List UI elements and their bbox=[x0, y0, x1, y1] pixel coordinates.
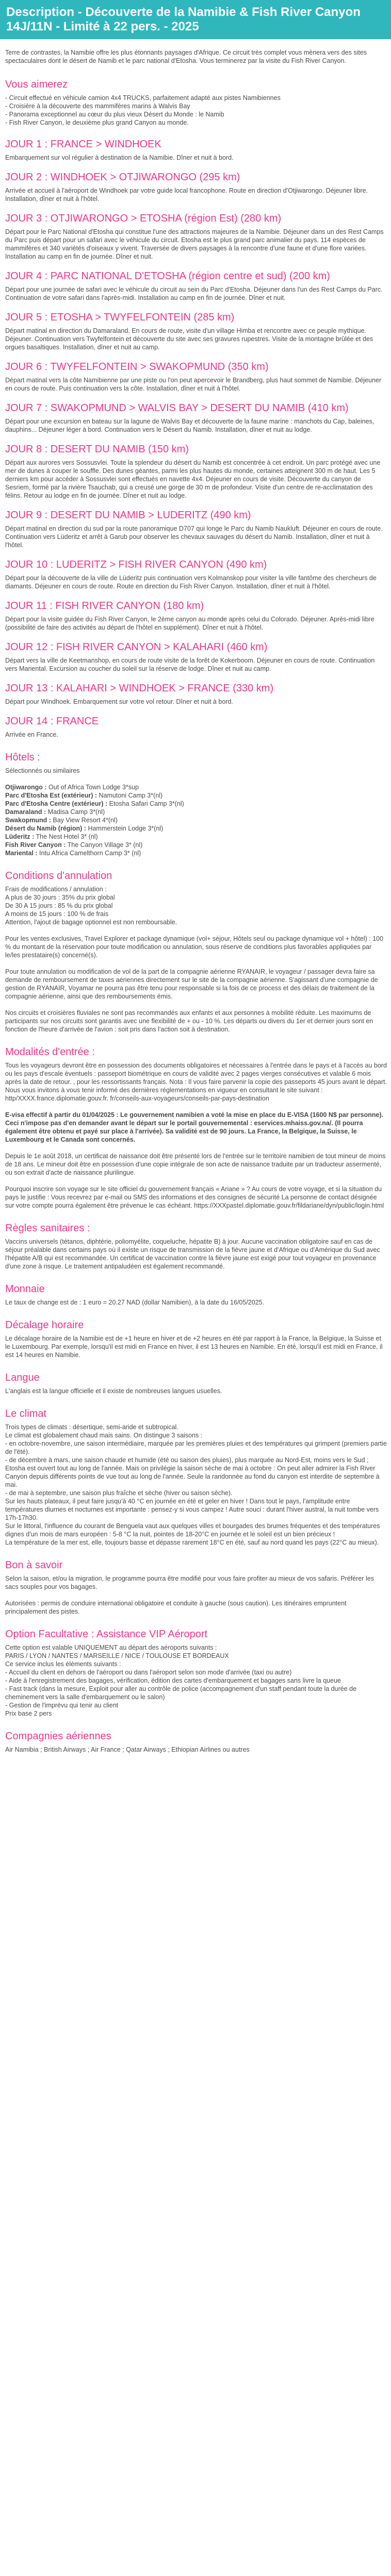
hotels-section bbox=[5, 751, 387, 857]
climat-line: Sur le littoral, l'influence du courant de Benguela vaut aux quelques villes et bourgades des brumes fréquentes et des températures dignes d'un mois de mars européen : 5-8 °C la nuit, pointes de 18-20°C en journée et le soleil est un bien précieux ! bbox=[5, 1522, 380, 1538]
title-line-1: Description - Découverte de la Namibie & Fish River Canyon bbox=[6, 5, 361, 19]
vip-line: Ce service inclus les éléments suivants : bbox=[5, 1660, 121, 1668]
day-title: JOUR 11 : FISH RIVER CANYON (180 km) bbox=[5, 600, 204, 612]
annulation-line: De 30 A 15 jours : 85 % du prix global bbox=[5, 902, 113, 909]
hotel-item bbox=[5, 791, 387, 800]
annulation-line: Attention, l'ajout de bagage optionnel est non remboursable. bbox=[5, 919, 177, 926]
day-title: JOUR 12 : FISH RIVER CANYON > KALAHARI (460 km) bbox=[5, 641, 268, 653]
langue-text: L'anglais est la langue officielle et il existe de nombreuses langues usuelles. bbox=[5, 1387, 222, 1395]
annulation-line: A plus de 30 jours : 35% du prix global bbox=[5, 894, 115, 901]
day-text: Départ pour la visite guidée du Fish River Canyon, le 2ème canyon au monde après celui du Colorado. Déjeuner. Après-midi libre (possibilité de faire des activités au départ de l'hôtel en supplément). Dîner et nuit à l'hôtel. bbox=[5, 616, 374, 631]
title-line-2: 14J/11N - Limité à 22 pers. - 2025 bbox=[6, 20, 199, 33]
day-title: JOUR 7 : SWAKOPMUND > WALVIS BAY > DESERT DU NAMIB (410 km) bbox=[5, 402, 349, 414]
hotel-label: Mariental : bbox=[5, 850, 38, 857]
day-title: JOUR 9 : DESERT DU NAMIB > LUDERITZ (490 km) bbox=[5, 510, 251, 521]
climat-line: Trois types de climats : désertique, semi-aride et subtropical. bbox=[5, 1423, 178, 1431]
vip-lines bbox=[5, 1643, 387, 1718]
day-title: JOUR 4 : PARC NATIONAL D'ETOSHA (région centre et sud) (200 km) bbox=[5, 270, 330, 282]
annulation-paras bbox=[5, 926, 387, 1033]
vip-line: - Fast track (dans la mesure, Exploit pour aller au contrôle de police (accompagnement d'un staff pendant toute la durée de cheminement vers la salle d'embarquement ou le salon) bbox=[5, 1685, 357, 1701]
day-block bbox=[5, 641, 387, 673]
aimerez-item: - Croisière à la découverte des mammifères marins à Walvis Bay bbox=[5, 103, 190, 110]
hero-banner bbox=[0, 0, 391, 39]
day-title: JOUR 5 : ETOSHA > TWYFELFONTEIN (285 km) bbox=[5, 312, 235, 323]
day-title: JOUR 14 : FRANCE bbox=[5, 716, 99, 727]
entree-para: E-visa effectif à partir du 01/04/2025 : Le gouvernement namibien a voté la mise en place du E-VISA (1600 N$ par personne). Ceci n'impose pas d'en demander avant le départ sur le portail gouvernemental : eservices.mhaiss.gov.na/. (Il pourra également être obtenu et payé sur place à l'arrivée). Sa validité est de 90 jours. La France, la Belgique, la Suisse, le Luxembourg et le Canada sont concernés. bbox=[5, 1111, 384, 1143]
day-block bbox=[5, 715, 387, 739]
climat-section bbox=[5, 1408, 387, 1547]
hotel-item bbox=[5, 816, 387, 824]
hotel-value: Namutoni Camp 3*(nl) bbox=[97, 792, 163, 799]
compagnies-title: Compagnies aériennes bbox=[5, 1731, 111, 1742]
day-text: Arrivée en France. bbox=[5, 731, 58, 738]
day-text: Embarquement sur vol régulier à destination de la Namibie. Dîner et nuit à bord. bbox=[5, 154, 234, 161]
climat-line: La température de la mer est, elle, toujours basse et dépasse rarement 18°C en été, sauf au nord quand les pays (22°C au mieux). bbox=[5, 1539, 379, 1546]
day-block bbox=[5, 270, 387, 302]
day-text: Départ matinal vers la côte Namibienne par une piste ou l'on peut apercevoir le Brandberg, plus haut sommet de Namibie. Déjeuner en cours de route. Puis continuation vers la côte. Installation, dîner et nuit à l'hôtel. bbox=[5, 377, 382, 392]
day-text: Départ matinal en direction du sud par la route panoramique D707 qui longe le Parc du Namib Naukluft. Déjeuner en cours de route. Continuation vers Lüderitz et arrêt à Garub pour observer les chevaux sauvages du désert du Namib. Installation, dîner et nuit à l'hôtel. bbox=[5, 525, 383, 549]
climat-line: Sur les hauts plateaux, il peut faire jusqu'à 40 °C en journée en été et geler en hiver ! Dans tout le pays, l'amplitude entre températures diurnes et nocturnes est importante : pensez-y si vous campez ! Autre souci : durant l'hiver austral, la nuit tombe vers 17h-17h30. bbox=[5, 1498, 379, 1521]
vip-line: - Aide à l'enregistrement des bagages, vérification, édition des cartes d'embarquement et bagages sans livre la queue bbox=[5, 1677, 341, 1684]
sanitaires-para: Vaccins universels (tétanos, diphtérie, poliomyélite, coqueluche, hépatite B) à jour. Aucune vaccination obligatoire sauf en cas de séjour préalable dans certains pays où il existe un risque de transmission de la fièvre jaune et d'Afrique ou d'Amérique du Sud avec l'hépatite A/B qui est recommandée. Un certificat de vaccination contre la fièvre jaune est exigé pour tout voyageur en provenance d'une zone à risque. Le traitement antipaludéen est également recommandé. bbox=[5, 1238, 380, 1270]
aimerez-item: - Panorama exceptionnel au cœur du plus vieux Désert du Monde : le Namib bbox=[5, 111, 224, 118]
day-text: Départ pour Windhoek. Embarquement sur votre vol retour. Dîner et nuit à bord. bbox=[5, 698, 233, 705]
day-block bbox=[5, 443, 387, 500]
spacer bbox=[5, 959, 387, 968]
monnaie-title: Monnaie bbox=[5, 1283, 45, 1295]
entree-para: Pourquoi inscrire son voyage sur le site officiel du gouvernement français « Ariane » ? Au cours de votre voyage, et si la situation du pays le justifie : Vous recevrez par e-mail ou SMS des informations et des consignes de sécurité La personne de contact désignée sur votre compte pourra également être prévenue le cas échéant. https://XXXpastel.diplomatie.gouv.fr/fildariane/dyn/public/login.html bbox=[5, 1185, 384, 1209]
hotel-value: Intu Africa Camelthorn Camp 3* (nl) bbox=[37, 850, 141, 857]
annulation-para: Pour toute annulation ou modification de vol de la part de la compagnie aérienne RYANAIR, le voyageur / passager devra faire sa demande de remboursement de taxes aériennes directement sur le site de la compagnie aérienne. S'agissant d'une compagnie de gestion de RYANAIR, Voyamar ne pourra pas être tenu pour responsable si la fois de ce process et des délais de traitement de la compagnie aérienne, ainsi que des remboursements émis. bbox=[5, 968, 378, 1000]
day-block bbox=[5, 509, 387, 549]
day-text: Départ pour une excursion en bateau sur la lagune de Walvis Bay et découverte de la faune marine : manchots du Cap, baleines, dauphins... Déjeuner léger à bord. Continuation vers le Désert du Namib. Installation, dîner et nuit au lodge. bbox=[5, 418, 374, 433]
sanitaires-title: Règles sanitaires : bbox=[5, 1223, 90, 1234]
hotel-label: Parc d'Etosha Centre (extérieur) : bbox=[5, 800, 108, 807]
climat-title: Le climat bbox=[5, 1408, 47, 1419]
horaire-text: Le décalage horaire de la Namibie est de +1 heure en hiver et de +2 heures en été par rapport à la France, la Belgique, la Suisse et le Luxembourg. Par exemple, lorsqu'il est midi en France en hiver, il est 13 heures en Namibie. En été, lorsqu'il est midi en France, il est 14 heures en Namibie. bbox=[5, 1335, 383, 1359]
aimerez-item: - Circuit effectué en véhicule camion 4x4 TRUCKS, parfaitement adapté aux pistes Namibiennes bbox=[5, 94, 281, 101]
day-text: Arrivée et accueil à l'aéroport de Windhoek par votre guide local francophone. Route en direction d'Otjiwarongo. Déjeuner libre. Installation, dîner et nuit à l'hôtel. bbox=[5, 187, 368, 202]
spacer bbox=[5, 926, 387, 935]
hotel-item bbox=[5, 824, 387, 833]
bonavoir-section bbox=[5, 1559, 387, 1616]
annulation-section bbox=[5, 870, 387, 1033]
entree-section bbox=[5, 1046, 387, 1210]
hotel-item bbox=[5, 783, 387, 791]
page-title bbox=[6, 5, 385, 34]
sanitaires-paras bbox=[5, 1238, 387, 1270]
hotel-item bbox=[5, 849, 387, 857]
aimerez-list bbox=[5, 94, 387, 127]
hotel-label: Fish River Canyon : bbox=[5, 841, 66, 849]
hotel-value: Out of Africa Town Lodge 3*sup bbox=[46, 784, 139, 791]
hotels-title: Hôtels : bbox=[5, 752, 40, 763]
day-block bbox=[5, 311, 387, 351]
horaire-section bbox=[5, 1319, 387, 1359]
vip-title: Option Facultative : Assistance VIP Aéroport bbox=[5, 1629, 208, 1640]
day-block bbox=[5, 361, 387, 393]
compagnies-section bbox=[5, 1730, 387, 1754]
climat-line: - de mai à septembre, une saison plus fraîche et sèche (hiver ou saison sèche). bbox=[5, 1489, 233, 1497]
hotel-value: The Nest Hotel 3* (nl) bbox=[34, 833, 98, 840]
annulation-para: Pour les ventes exclusives, Travel Explorer et package dynamique (vol+ séjour, Hôtels seul ou package dynamique vol + hôtel) : 100 % du montant de la réservation pour toute modification ou annulation, sous réserve de conditions plus favorables appliquées par le/les prestataire(s) concerné(s). bbox=[5, 935, 384, 959]
bonavoir-paras bbox=[5, 1574, 387, 1616]
monnaie-section bbox=[5, 1283, 387, 1307]
langue-section bbox=[5, 1371, 387, 1395]
day-title: JOUR 3 : OTJIWARONGO > ETOSHA (région Est) (280 km) bbox=[5, 213, 282, 224]
hotel-label: Désert du Namib (région) : bbox=[5, 825, 86, 832]
entree-paras bbox=[5, 1061, 387, 1210]
day-block bbox=[5, 600, 387, 632]
hotel-value: Bay View Resort 4*(nl) bbox=[51, 817, 118, 824]
hotel-label: Parc d'Etosha Est (extérieur) : bbox=[5, 792, 97, 799]
day-title: JOUR 8 : DESERT DU NAMIB (150 km) bbox=[5, 444, 189, 455]
content bbox=[0, 39, 391, 1754]
vip-line: PARIS / LYON / NANTES / MARSEILLE / NICE / TOULOUSE ET BORDEAUX bbox=[5, 1652, 229, 1659]
spacer bbox=[5, 1103, 387, 1111]
day-text: Départ pour le Parc National d'Etosha qui constitue l'une des attractions majeures de la Namibie. Déjeuner dans un des Rest Camps du Parc puis départ pour un safari avec le véhicule du circuit. Etosha est le plus grand parc animalier du pays. 114 espèces de mammifères et 340 variétés d'oiseaux y vivent. Traversée de divers paysages à la rencontre d'une faune et d'une flore variées. Installation au camp en fin de journée. Dîner et nuit. bbox=[5, 228, 384, 260]
spacer bbox=[5, 1177, 387, 1185]
bonavoir-para: Autorisées : permis de conduire international obligatoire et conduite à gauche (sous caution). Les itinéraires empruntent principalement des pistes. bbox=[5, 1600, 347, 1615]
entree-para: Depuis le 1e août 2018, un certificat de naissance doit être présenté lors de l'entrée sur le territoire namibien de tout mineur de moins de 18 ans. Le mineur doit être en possession d'une copie intégrale de son acte de naissance traduite par un traducteur assermenté, ou son extrait d'acte de naissance plurilingue. bbox=[5, 1153, 386, 1176]
spacer bbox=[5, 1591, 387, 1599]
vip-line: Prix base 2 pers bbox=[5, 1710, 52, 1717]
day-block bbox=[5, 402, 387, 434]
hotel-value: Hammerstein Lodge 3*(nl) bbox=[86, 825, 164, 832]
day-block bbox=[5, 138, 387, 162]
climat-line: Le climat est globalement chaud mais sains. On distingue 3 saisons : bbox=[5, 1432, 203, 1439]
climat-lines bbox=[5, 1423, 387, 1547]
annulation-para: Nos circuits et croisières fluviales ne sont pas recommandés aux enfants et aux personnes à mobilité réduite. Les maximums de participants sur nos circuits sont garantis avec une flexibilité de + ou - 10 %. Les départs ou divers du 1er et dernier jours sont en fonction de l'heure d'arrivée de l'avion : soit pris dans l'action soit à destination. bbox=[5, 1009, 373, 1033]
bonavoir-title: Bon à savoir bbox=[5, 1560, 63, 1571]
hotels-list bbox=[5, 783, 387, 857]
hotel-label: Lüderitz : bbox=[5, 833, 35, 840]
hotel-item bbox=[5, 808, 387, 816]
vip-line: - Accueil du client en dehors de l'aéroport ou dans l'aéroport selon son mode d'arrivée (taxi ou autre) bbox=[5, 1669, 292, 1676]
spacer bbox=[5, 1144, 387, 1152]
entree-para: Tous les voyageurs devront être en possession des documents obligatoires et nécessaires à l'entrée dans le pays et à l'accès au bord ou les pays d'escale éventuels : passeport biométrique en cours de validité avec 2 pages vierges consécutives et valable 6 mois après la date de retour. , pour les ressortissants français. Nota : Il vous faire parvenir la copie des passeports 45 jours avant le départ. Nous vous invitons à vous tenir informé des dernières réglementations en vigueur en consultant le site suivant : http/XXXX.france.diplomatie.gouv.fr. fr/conseils-aux-voyageurs/conseils-par-pays-destination bbox=[5, 1062, 387, 1102]
day-block bbox=[5, 171, 387, 203]
monnaie-text: Le taux de change est de : 1 euro = 20.27 NAD (dollar Namibien), à la date du 16/05/2025. bbox=[5, 1299, 265, 1306]
day-title: JOUR 10 : LUDERITZ > FISH RIVER CANYON (490 km) bbox=[5, 559, 267, 570]
langue-title: Langue bbox=[5, 1372, 40, 1383]
hotel-label: Swakopmund : bbox=[5, 817, 51, 824]
day-block bbox=[5, 212, 387, 261]
entree-title: Modalités d'entrée : bbox=[5, 1046, 95, 1058]
intro-text: Terre de contrastes, la Namibie offre les plus étonnants paysages d'Afrique. Ce circuit très complet vous mènera vers des sites spectaculaires dont le désert de Namib et le parc national d'Etosha. Vous terminerez par la visite du Fish River Canyon. bbox=[5, 49, 367, 64]
day-text: Départ matinal en direction du Damaraland. En cours de route, visite d'un village Himba et rencontre avec ce peuple mythique. Déjeuner. Continuation vers Twyfelfontein et découverte du site avec ses gravures rupestres. Visite de la montagne brûlée et des orgues basaltiques. Installation, dîner et nuit au camp. bbox=[5, 327, 373, 351]
bonavoir-para: Selon la saison, et/ou la migration, le programme pourra être modifié pour vous faire profiter au mieux de vos safaris. Préférer les sacs souples pour vos bagages. bbox=[5, 1575, 374, 1590]
vip-section bbox=[5, 1628, 387, 1718]
hotel-item bbox=[5, 841, 387, 849]
day-title: JOUR 6 : TWYFELFONTEIN > SWAKOPMUND (350 km) bbox=[5, 361, 269, 372]
hotel-item bbox=[5, 800, 387, 808]
climat-line: - de décembre à mars, une saison chaude et humide (été ou saison des pluies), plus marquée au Nord-Est, moins vers le Sud ; bbox=[5, 1456, 369, 1464]
day-text: Départ pour la découverte de la ville de Lüderitz puis continuation vers Kolmanskop pour visiter la ville fantôme des chercheurs de diamants. Déjeuner en cours de route. Route en direction du Fish River Canyon. Installation, dîner et nuit à l'hôtel. bbox=[5, 574, 377, 590]
annulation-line: A moins de 15 jours : 100 % de frais bbox=[5, 910, 109, 918]
aimerez-item: - Fish River Canyon, le deuxième plus grand Canyon au monde. bbox=[5, 119, 189, 126]
annulation-lines bbox=[5, 885, 387, 926]
aimerez-title: Vous aimerez bbox=[5, 79, 68, 90]
hotel-item bbox=[5, 833, 387, 841]
day-text: Départ pour une journée de safari avec le véhicule du circuit au sein du Parc d'Etosha. Déjeuner dans l'un des Rest Camps du Parc. Continuation de votre safari dans l'après-midi. Installation au camp en fin de journée. Dîner et nuit. bbox=[5, 286, 383, 301]
hotel-label: Damaraland : bbox=[5, 808, 46, 816]
vip-line: - Gestion de l'imprévu qui tenir au client bbox=[5, 1702, 119, 1709]
day-text: Départ aux aurores vers Sossusvlei. Toute la splendeur du désert du Namib est concentrée à cet endroit. Un parc protégé avec une mer de dunes à couper le souffle. Des dunes géantes, parmi les plus hautes du monde, certaines atteignent 300 m de haut. Les 5 derniers km pour accéder à Sossusvlei sont effectués en navette 4x4. Déjeuner en cours de visite. Découverte du canyon de Sesriem, formé par la rivière Tsauchab, qui a creusé une gorge de 30 m de profondeur. Visite d'un centre de re-acclimatation des félins. Retour au lodge en fin de journée. Dîner et nuit au lodge. bbox=[5, 459, 381, 499]
day-block bbox=[5, 558, 387, 590]
day-block bbox=[5, 682, 387, 706]
day-title: JOUR 13 : KALAHARI > WINDHOEK > FRANCE (330 km) bbox=[5, 683, 274, 694]
compagnies-text: Air Namibia ; British Airways ; Air France ; Qatar Airways ; Ethiopian Airlines ou autres bbox=[5, 1746, 250, 1753]
annulation-line: Frais de modifications / annulation : bbox=[5, 886, 107, 893]
climat-line: - en octobre-novembre, une saison intermédiaire, marquée par les premières pluies et des températures qui grimpent (premiers partie de l'été). bbox=[5, 1440, 387, 1455]
hotel-label: Otjiwarongo : bbox=[5, 784, 47, 791]
itinerary bbox=[5, 138, 387, 739]
vip-line: Cette option est valable UNIQUEMENT au départ des aéroports suivants : bbox=[5, 1644, 217, 1651]
day-title: JOUR 1 : FRANCE > WINDHOEK bbox=[5, 139, 161, 150]
hotels-subtitle: Sélectionnés ou similaires bbox=[5, 767, 80, 774]
sanitaires-section bbox=[5, 1222, 387, 1270]
day-text: Départ vers la ville de Keetmanshop, en cours de route visite de la forêt de Kokerboom. Déjeuner en cours de route. Continuation vers Mariental. Excursion au coucher du soleil sur la réserve de lodge. Dîner et nuit au camp. bbox=[5, 657, 375, 672]
spacer bbox=[5, 1001, 387, 1009]
horaire-title: Décalage horaire bbox=[5, 1319, 84, 1331]
day-title: JOUR 2 : WINDHOEK > OTJIWARONGO (295 km) bbox=[5, 172, 240, 183]
hotel-value: The Canyon Village 3* (nl) bbox=[66, 841, 143, 849]
hotel-value: Etosha Safari Camp 3*(nl) bbox=[107, 800, 184, 807]
hotel-value: Madisa Camp 3*(nl) bbox=[46, 808, 105, 816]
climat-line: Etosha est ouvert tout au long de l'année. Mais on privilégie la saison sèche de mai à octobre : On peut aller admirer la Fish River Canyon depuis différents points de vue tout au long de l'année. Seule la randonnée au fond du canyon est interdite de septembre à mai. bbox=[5, 1465, 380, 1488]
annulation-title: Conditions d'annulation bbox=[5, 870, 112, 882]
